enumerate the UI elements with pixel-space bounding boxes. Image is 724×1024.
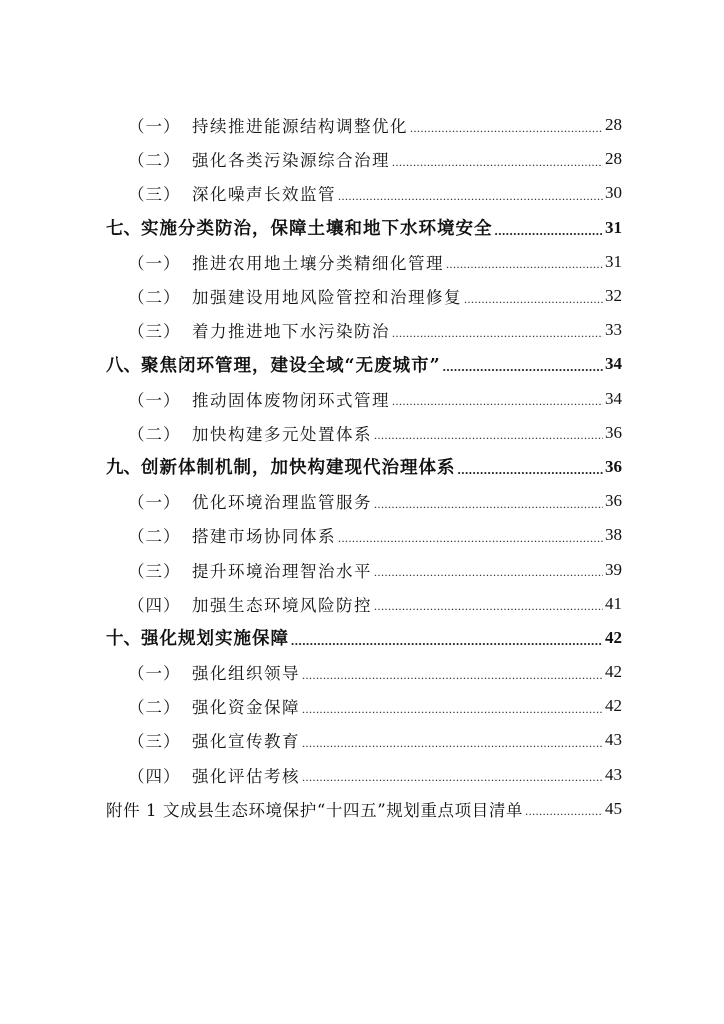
dot-leader — [302, 770, 603, 785]
toc-entry-title: 搭建市场协同体系 — [192, 527, 336, 547]
toc-entry-page: 36 — [605, 491, 622, 511]
toc-chapter[interactable] — [0, 347, 724, 381]
toc-chapter-page: 34 — [605, 354, 622, 374]
toc-entry-title: 持续推进能源结构调整优化 — [192, 117, 408, 137]
dot-leader — [525, 804, 603, 819]
toc-entry[interactable] — [0, 313, 724, 347]
toc-chapter-number: 九、 — [106, 458, 141, 479]
toc-entry-page: 34 — [605, 388, 622, 408]
dot-leader — [458, 462, 604, 478]
toc-entry-number: （一） — [128, 493, 181, 513]
toc-entry-title: 着力推进地下水污染防治 — [192, 322, 390, 342]
dot-leader — [446, 257, 603, 272]
toc-entry[interactable] — [0, 689, 724, 723]
toc-entry-page: 36 — [605, 422, 622, 442]
toc-entry-number: （四） — [128, 766, 181, 786]
toc-entry[interactable] — [0, 382, 724, 416]
toc-entry-title: 加强建设用地风险管控和治理修复 — [192, 288, 462, 308]
toc-entry-page: 43 — [605, 764, 622, 784]
toc-chapter[interactable] — [0, 211, 724, 245]
toc-entry-number: （二） — [128, 527, 181, 547]
toc-entry[interactable] — [0, 142, 724, 176]
toc-entry-title: 推进农用地土壤分类精细化管理 — [192, 253, 444, 273]
toc-entry[interactable] — [0, 723, 724, 757]
toc-entry[interactable] — [0, 108, 724, 142]
toc-entry-title: 推动固体废物闭环式管理 — [192, 390, 390, 410]
toc-entry-title: 加强生态环境风险防控 — [192, 595, 372, 615]
toc-entry[interactable] — [0, 758, 724, 792]
dot-leader — [374, 599, 603, 614]
dot-leader — [302, 702, 603, 717]
toc-chapter-title: 实施分类防治，保障土壤和地下水环境安全 — [141, 219, 493, 240]
dot-leader — [392, 326, 603, 341]
toc-entry[interactable] — [0, 587, 724, 621]
toc-chapter-page: 42 — [605, 627, 622, 647]
toc-chapter-title: 强化规划实施保障 — [141, 629, 289, 650]
toc-entry-number: （三） — [128, 732, 181, 752]
toc-entry-title: 提升环境治理智治水平 — [192, 561, 372, 581]
table-of-contents — [0, 108, 724, 826]
toc-entry-title: 强化资金保障 — [192, 698, 300, 718]
toc-entry-number: （一） — [128, 117, 181, 137]
toc-entry-page: 41 — [605, 593, 622, 613]
toc-entry-number: （二） — [128, 151, 181, 171]
toc-entry-title: 加快构建多元处置体系 — [192, 424, 372, 444]
dot-leader — [291, 633, 603, 649]
toc-entry-page: 30 — [605, 183, 622, 203]
toc-entry-number: （二） — [128, 698, 181, 718]
dot-leader — [338, 189, 603, 204]
toc-chapter[interactable] — [0, 450, 724, 484]
toc-entry-page: 38 — [605, 525, 622, 545]
toc-entry-number: （一） — [128, 253, 181, 273]
toc-entry-title: 深化噪声长效监管 — [192, 185, 336, 205]
toc-chapter-title: 创新体制机制，加快构建现代治理体系 — [141, 458, 456, 479]
toc-entry-page: 33 — [605, 320, 622, 340]
toc-entry[interactable] — [0, 655, 724, 689]
dot-leader — [495, 223, 604, 239]
toc-entry[interactable] — [0, 518, 724, 552]
toc-entry-page: 39 — [605, 559, 622, 579]
toc-chapter-number: 八、 — [106, 355, 141, 376]
toc-entry-number: （三） — [128, 322, 181, 342]
toc-entry-page: 42 — [605, 696, 622, 716]
toc-entry-page: 43 — [605, 730, 622, 750]
dot-leader — [302, 736, 603, 751]
toc-entry-page: 32 — [605, 286, 622, 306]
toc-entry-number: （一） — [128, 390, 181, 410]
dot-leader — [464, 292, 603, 307]
toc-entry-number: （一） — [128, 664, 181, 684]
dot-leader — [302, 668, 603, 683]
toc-appendix-title: 附件 1 文成县生态环境保护“十四五”规划重点项目清单 — [106, 800, 524, 820]
dot-leader — [443, 359, 603, 375]
toc-chapter-title: 聚焦闭环管理，建设全域“无废城市” — [141, 355, 441, 376]
toc-entry-number: （三） — [128, 561, 181, 581]
toc-entry[interactable] — [0, 552, 724, 586]
toc-appendix-page: 45 — [605, 798, 622, 818]
toc-entry-title: 强化各类污染源综合治理 — [192, 151, 390, 171]
toc-entry[interactable] — [0, 279, 724, 313]
dot-leader — [374, 565, 603, 580]
toc-chapter-number: 十、 — [106, 629, 141, 650]
toc-entry-number: （四） — [128, 595, 181, 615]
toc-entry-page: 31 — [605, 251, 622, 271]
toc-entry[interactable] — [0, 245, 724, 279]
toc-entry[interactable] — [0, 176, 724, 210]
toc-chapter-number: 七、 — [106, 219, 141, 240]
toc-entry-title: 强化组织领导 — [192, 664, 300, 684]
dot-leader — [392, 394, 603, 409]
toc-appendix[interactable] — [0, 792, 724, 826]
toc-entry-number: （二） — [128, 424, 181, 444]
toc-entry-title: 强化评估考核 — [192, 766, 300, 786]
dot-leader — [392, 155, 603, 170]
toc-chapter-page: 36 — [605, 456, 622, 476]
toc-entry-page: 28 — [605, 149, 622, 169]
toc-entry-title: 优化环境治理监管服务 — [192, 493, 372, 513]
toc-entry-number: （三） — [128, 185, 181, 205]
dot-leader — [338, 531, 603, 546]
toc-chapter-page: 31 — [605, 217, 622, 237]
toc-chapter[interactable] — [0, 621, 724, 655]
toc-entry-page: 28 — [605, 115, 622, 135]
toc-entry-title: 强化宣传教育 — [192, 732, 300, 752]
toc-entry[interactable] — [0, 416, 724, 450]
toc-entry-page: 42 — [605, 662, 622, 682]
dot-leader — [374, 428, 603, 443]
toc-entry[interactable] — [0, 484, 724, 518]
dot-leader — [374, 497, 603, 512]
toc-entry-number: （二） — [128, 288, 181, 308]
dot-leader — [410, 121, 603, 136]
